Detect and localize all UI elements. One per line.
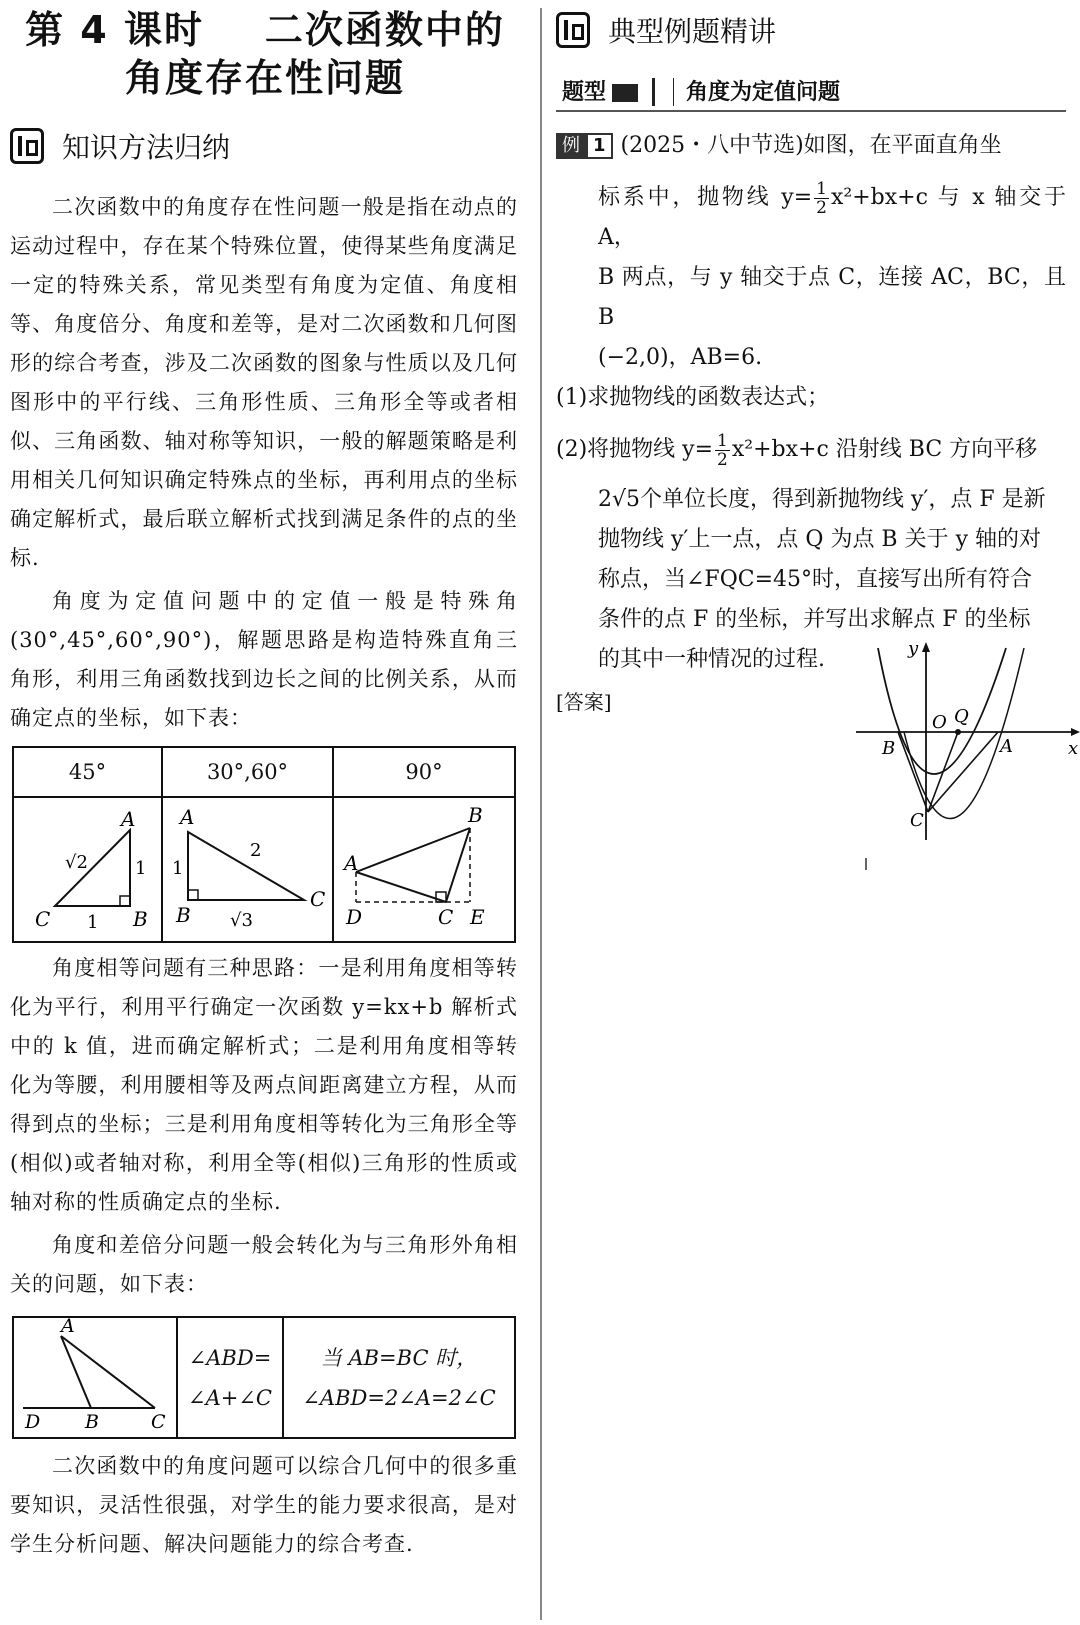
case-line-2: ∠ABD=2∠A=2∠C xyxy=(302,1385,496,1410)
question-2-line-2: 2√5个单位长度，得到新抛物线 y′，点 F 是新 xyxy=(598,487,1046,512)
paragraph-fixed-angle: 角度为定值问题中的定值一般是特殊角(30°,45°,60°,90°)，解题思路是构造特殊直角三角形，利用三角函数找到边长之间的比例关系，从而确定点的坐标，如下表： xyxy=(10,589,518,730)
example-line-1 xyxy=(556,126,1066,166)
label-C: C xyxy=(34,907,50,931)
label-A: A xyxy=(344,851,359,875)
example-line-2 xyxy=(556,178,1066,258)
fraction-num: 1 xyxy=(717,430,728,451)
fraction-den: 2 xyxy=(717,449,728,470)
label-D: D xyxy=(346,905,363,929)
example-badge: 例 xyxy=(556,133,586,159)
label-A: A xyxy=(120,807,135,831)
label-base: 1 xyxy=(86,912,98,933)
formula-line-1: ∠ABD= xyxy=(188,1345,272,1370)
exterior-angle-figure-cell xyxy=(13,1317,177,1438)
triangle-30-60-figure xyxy=(164,798,332,936)
tag-icon xyxy=(612,84,638,102)
label-side: 1 xyxy=(134,858,146,879)
paragraph-angle-sum: 角度和差倍分问题一般会转化为与三角形外角相关的问题，如下表： xyxy=(10,1233,518,1296)
figure-90-cell xyxy=(333,797,515,942)
triangle-45-figure xyxy=(15,798,161,936)
title-line-2: 角度存在性问题 xyxy=(124,56,405,100)
label-B: B xyxy=(468,803,483,827)
label-hyp: √2 xyxy=(64,852,88,873)
example-1 xyxy=(556,126,1066,680)
example-text-2b: x²+bx+c 与 x 轴交于 A， xyxy=(598,185,1066,250)
right-angle-figure xyxy=(334,798,514,936)
figure-30-60-cell xyxy=(162,797,333,942)
answer-label: [答案] xyxy=(556,690,612,714)
label-base: √3 xyxy=(229,910,253,931)
graph-label-O: O xyxy=(932,712,947,733)
question-1: (1)求抛物线的函数表达式； xyxy=(556,385,830,410)
graph-label-C: C xyxy=(910,810,924,831)
book-icon xyxy=(556,12,590,48)
question-2-text-b: x²+bx+c 沿射线 BC 方向平移 xyxy=(731,437,1038,462)
lesson-title xyxy=(0,6,530,102)
label-C: C xyxy=(438,905,454,929)
section-heading-text: 典型例题精讲 xyxy=(608,15,777,48)
label-hyp: 2 xyxy=(249,840,261,861)
exterior-angle-table xyxy=(12,1316,516,1439)
label-B: B xyxy=(175,903,191,927)
parabola-graph xyxy=(846,640,1080,870)
label-A: A xyxy=(179,805,194,829)
question-2-line-5: 条件的点 F 的坐标，并写出求解点 F 的坐标 xyxy=(598,607,1031,632)
example-text-1: (2025・八中节选)如图，在平面直角坐 xyxy=(620,133,1002,158)
question-type-tag: 题型 xyxy=(562,80,607,105)
divider-bar-thin xyxy=(673,78,674,106)
label-D: D xyxy=(25,1411,41,1432)
label-side: 1 xyxy=(171,858,183,879)
question-2-line-3: 抛物线 y′上一点，点 Q 为点 B 关于 y 轴的对 xyxy=(598,527,1042,552)
exterior-angle-formula-cell xyxy=(177,1317,283,1438)
label-B: B xyxy=(85,1411,99,1432)
divider-bar xyxy=(652,78,655,106)
paragraph-summary: 二次函数中的角度问题可以综合几何中的很多重要知识，灵活性很强，对学生的能力要求很高，是对学生分析问题、解决问题能力的综合考查. xyxy=(10,1454,518,1556)
label-E: E xyxy=(470,905,485,929)
example-line-3: B 两点，与 y 轴交于点 C，连接 AC，BC，且 B xyxy=(598,265,1066,330)
fraction-half xyxy=(814,180,829,217)
example-text-2a: 标系中，抛物线 y= xyxy=(598,185,813,210)
fraction-half-2 xyxy=(715,432,730,469)
header-30-60: 30°,60° xyxy=(162,747,333,797)
question-2-line-6: 的其中一种情况的过程. xyxy=(598,647,825,672)
section-heading-examples xyxy=(556,8,1076,52)
section-heading-methods xyxy=(10,124,530,168)
question-type-header xyxy=(556,70,1066,112)
question-2-line-1 xyxy=(556,430,1066,470)
title-line-1: 第 4 课时 二次函数中的 xyxy=(25,8,505,52)
section-heading-text: 知识方法归纳 xyxy=(62,131,231,164)
graph-label-y: y xyxy=(908,640,919,659)
formula-line-2: ∠A+∠C xyxy=(187,1385,273,1410)
graph-label-x: x xyxy=(1068,738,1079,759)
paragraph-intro: 二次函数中的角度存在性问题一般是指在动点的运动过程中，存在某个特殊位置，使得某些角度满足一定的特殊关系，常见类型有角度为定值、角度相等、角度倍分、角度和差等，是对二次函数和几何图形的综合考查，涉及二次函数的图象与性质以及几何图形中的平行线、三角形性质、三角形全等或者相似、三角函数、轴对称等知识，一般的解题策略是利用相关几何知识确定特殊点的坐标，再利用点的坐标确定解析式，最后联立解析式找到满足条件的点的坐标. xyxy=(10,195,518,570)
paragraph-equal-angle: 角度相等问题有三种思路：一是利用角度相等转化为平行，利用平行确定一次函数 y=kx+b 解析式中的 k 值，进而确定解析式；二是利用角度相等转化为等腰，利用腰相等及两点间距离建立方程，从而得到点的坐标；三是利用角度相等转化为三角形全等(相似)或者轴对称，利用全等(相似)三角形的性质或轴对称的性质确定点的坐标. xyxy=(10,956,518,1214)
fraction-num: 1 xyxy=(816,178,827,199)
question-2-text-a: (2)将抛物线 y= xyxy=(556,437,714,462)
fraction-den: 2 xyxy=(816,197,827,218)
left-column xyxy=(0,0,530,1564)
graph-label-Q: Q xyxy=(954,706,969,727)
graph-label-A: A xyxy=(1000,736,1013,757)
figure-45-cell xyxy=(13,797,162,942)
label-A: A xyxy=(61,1318,75,1337)
case-line-1: 当 AB=BC 时， xyxy=(320,1345,478,1370)
header-90: 90° xyxy=(333,747,515,797)
exterior-angle-figure xyxy=(15,1318,175,1432)
book-icon xyxy=(10,128,44,164)
question-type-name: 角度为定值问题 xyxy=(686,80,841,105)
example-number: 1 xyxy=(586,133,613,159)
right-column xyxy=(556,0,1079,831)
special-angle-table xyxy=(12,746,516,943)
question-2-line-4: 称点，当∠FQC=45°时，直接写出所有符合 xyxy=(598,567,1032,592)
example-line-4: (−2,0)，AB=6. xyxy=(598,345,763,370)
label-C: C xyxy=(309,887,325,911)
graph-label-B: B xyxy=(882,738,896,759)
isosceles-case-cell xyxy=(283,1317,515,1438)
header-45: 45° xyxy=(13,747,162,797)
label-C: C xyxy=(151,1411,166,1432)
label-B: B xyxy=(132,907,148,931)
column-divider xyxy=(540,8,542,1620)
